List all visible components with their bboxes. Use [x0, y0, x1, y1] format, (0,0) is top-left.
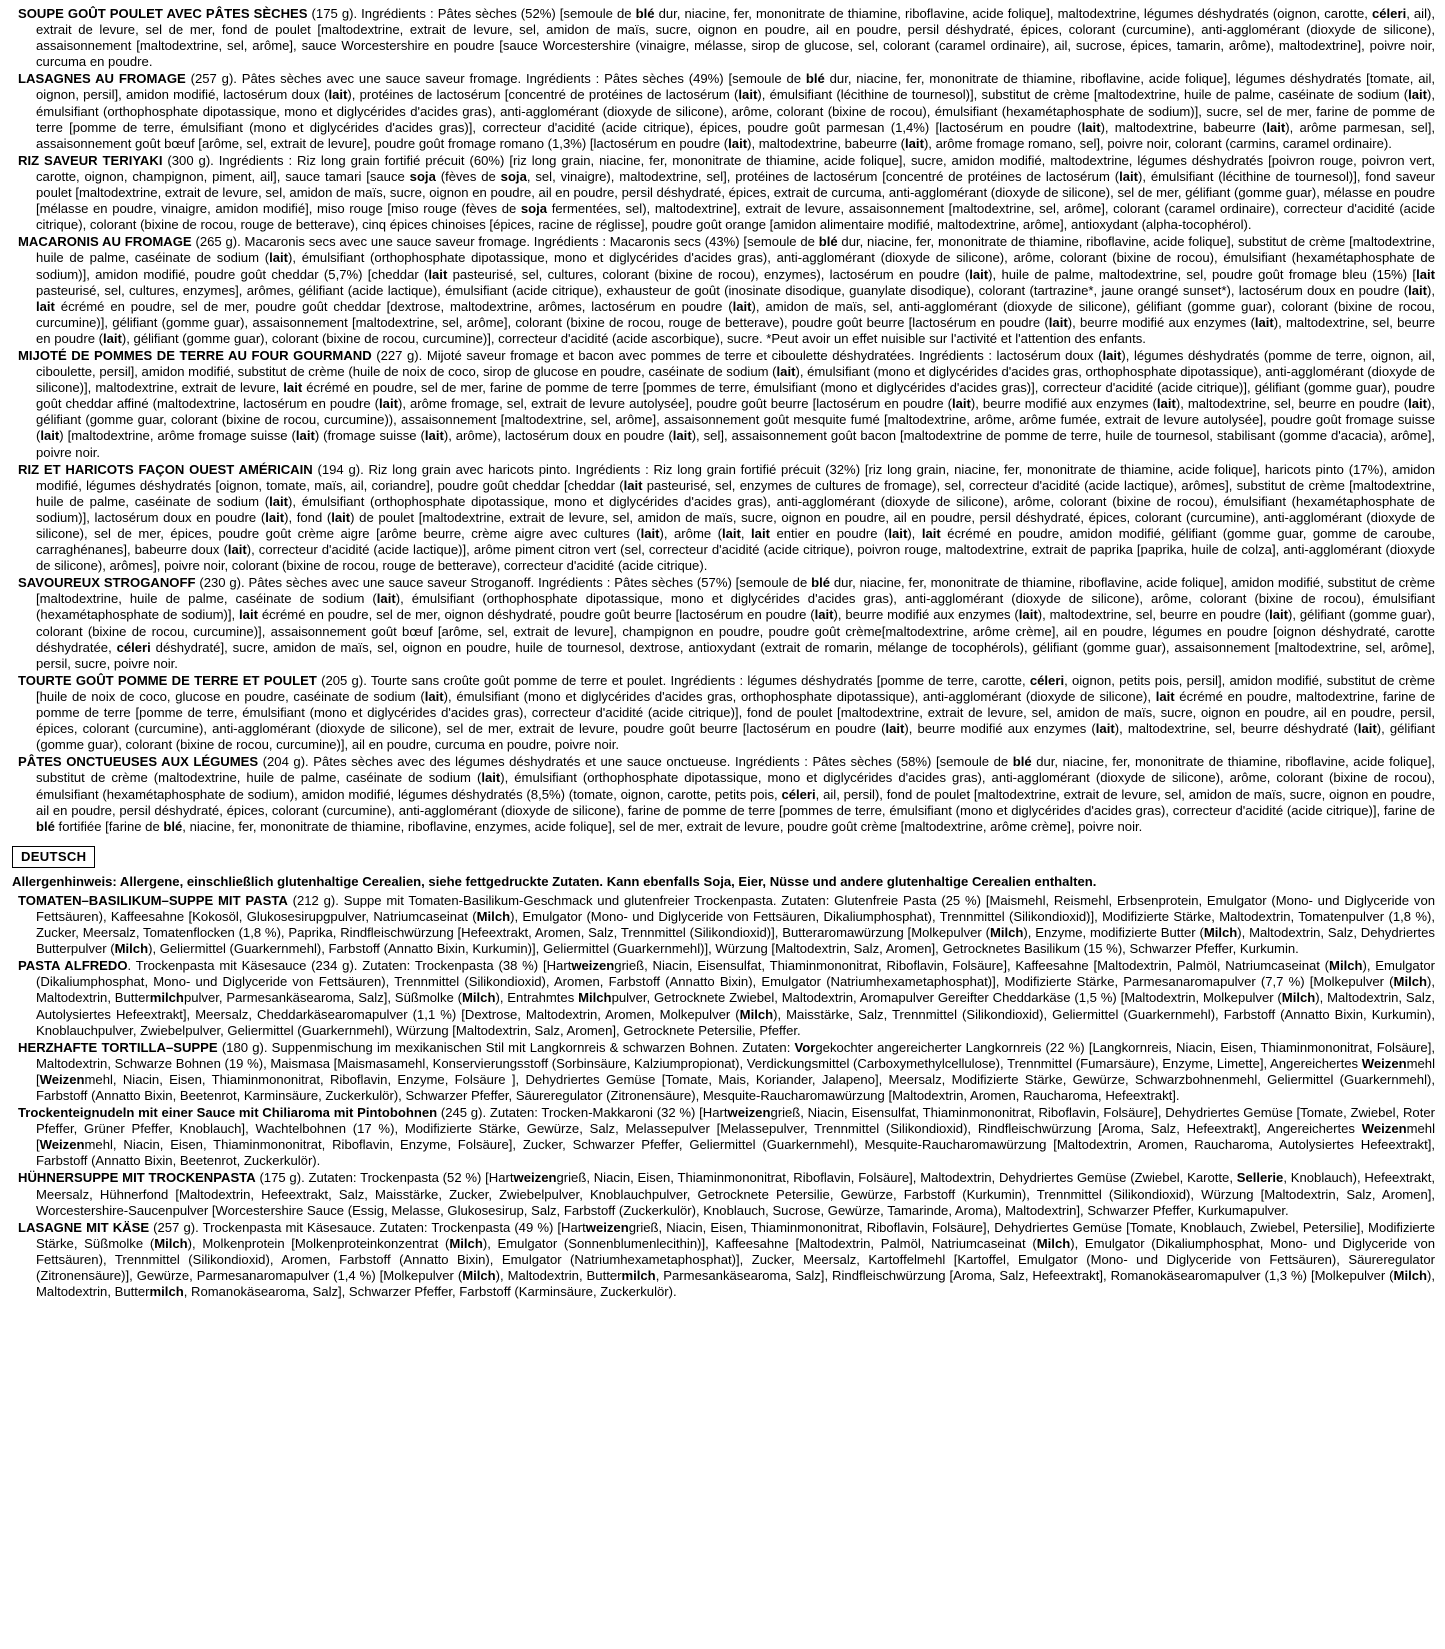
language-header: DEUTSCH: [12, 846, 95, 868]
product-title: Trockenteignudeln mit einer Sauce mit Chiliaroma mit Pintobohnen: [18, 1105, 438, 1121]
product-ingredients: (227 g). Mijoté saveur fromage et bacon avec pommes de terre et ciboulette déshydratées. Ingrédients : lactosérum doux (lait), légumes déshydratés (pomme de terre, oignon, ail, ciboulette, persil], amidon modifié, substitut de crème (huile de noix de coco, sirop de glucose en poudre, caséinate de sodium (lait), émulsifiant (mono et diglycérides d'acides gras, orthophosphate dipotassique), anti-agglomérant (dioxyde de silicone)], maltodextrine, extrait de levure, lait écrémé en poudre, sel de mer, farine de pomme de terre [pommes de terre, émulsifiant (mono et diglycérides d'acides gras)], correcteur d'acidité (acide citrique)], gélifiant (gomme guar), poudre goût cheddar affiné (maltodextrine, lactosérum en poudre (lait), arôme fromage, sel, extrait de levure autolysée], poudre goût beurre [lactosérum en poudre (lait), beurre modifié aux enzymes (lait), maltodextrine, sel, beurre en poudre (lait), gélifiant (gomme guar, colorant (bixine de rocou, curcumine)), assaisonnement [maltodextrine, sel, arôme], assaisonnement goût mesquite fumé [maltodextrine, arôme, arôme fumée, extrait de levure autolysée], poudre goût fromage suisse (lait) [maltodextrine, arôme fromage suisse (lait) (fromage suisse (lait), arôme), lactosérum doux en poudre (lait), sel], assaisonnement goût bacon [maltodextrine de pomme de terre, huile de tournesol, stabilisant (gomme d'acacia), arôme], poivre noir.: [36, 347, 1436, 460]
product-ingredients: (194 g). Riz long grain avec haricots pinto. Ingrédients : Riz long grain fortifié précuit (32%) [riz long grain, niacine, fer, mononitrate de thiamine, acide folique], haricots pinto (17%), amidon modifié, légumes déshydratés [oignon, tomate, maïs, ail, coriandre], poudre goût cheddar [cheddar (lait pasteurisé, sel, enzymes de cultures de fromage), sel, correcteur d'acidité (acide lactique), arômes], substitut de crème [maltodextrine, huile de palme, caséinate de sodium (lait), émulsifiant (orthophosphate dipotassique, mono et diglycérides d'acides gras), anti-agglomérant (dioxyde de silicone), arôme, colorant (bixine de rocou), émulsifiant (hexamétaphosphate de sodium)], lactosérum doux en poudre (lait), fond (lait) de poulet [maltodextrine, extrait de levure, sel, amidon de maïs, sucre, oignon en poudre, ail en poudre, persil déshydraté, épices, colorant (curcumine), anti-agglomérant (dioxyde de silicone), sel de mer, épices, poudre goût crème aigre [arôme beurre, crème aigre avec cultures (lait), arôme (lait, lait entier en poudre (lait), lait écrémé en poudre, amidon modifié, gélifiant (gomme guar, gomme de caroube, carraghénanes], babeurre doux (lait), correcteur d'acidité (acide lactique)], arôme piment citron vert (sel, correcteur d'acidité (acide citrique), poivron rouge, maltodextrine, extrait de paprika [paprika, huile de colza], anti-agglomérant (dioxyde de silicone), arômes], poivre noir, colorant (bixine de rocou, rouge de betterave), correcteur d'acidité (acide citrique).: [36, 461, 1436, 574]
product-ingredients: (265 g). Macaronis secs avec une sauce saveur fromage. Ingrédients : Macaronis secs (43%) [semoule de blé dur, niacine, fer, mononitrate de thiamine, riboflavine, acide folique], substitut de crème [maltodextrine, huile de palme, caséinate de sodium (lait), émulsifiant (orthophosphate dipotassique, mono et diglycérides d'acides gras), anti-agglomérant (dioxyde de silicone), arôme, colorant (bixine de rocou), émulsifiant (hexamétaphosphate de sodium)], amidon modifié, poudre goût cheddar (5,7%) [cheddar (lait pasteurisé, sel, cultures, colorant (bixine de rocou), enzymes), lactosérum en poudre (lait), huile de palme, maltodextrine, sel, poudre goût fromage bleu (15%) [lait pasteurisé, sel, cultures, enzymes], arômes, gélifiant (acide lactique), émulsifiant (acide citrique), exhausteur de goût (inosinate disodique, guanylate disodique), colorant (tartrazine*, jaune orangé sunset*), lactosérum doux en poudre (lait), lait écrémé en poudre, sel de mer, poudre goût cheddar [dextrose, maltodextrine, arômes, lactosérum en poudre (lait), amidon de maïs, sel, anti-agglomérant (dioxyde de silicone), gélifiant (gomme guar), colorant (bixine de rocou, curcumine)], gélifiant (gomme guar), assaisonnement [maltodextrine, sel, arôme], colorant (bixine de rocou, rouge de betterave), poudre goût beurre [lactosérum en poudre (lait), beurre modifié aux enzymes (lait), maltodextrine, sel, beurre en poudre (lait), gélifiant (gomme guar), colorant (bixine de rocou, curcumine)], correcteur d'acidité (acide ascorbique), sucre. *Peut avoir un effet nuisible sur l'activité et l'attention des enfants.: [36, 234, 1435, 346]
product-entry: [10, 153, 1435, 233]
section-german: [10, 836, 1435, 1300]
product-entry: [10, 575, 1435, 672]
product-ingredients: . Trockenpasta mit Käsesauce (234 g). Zutaten: Trockenpasta (38 %) [Hartweizengrieß, Niacin, Eisensulfat, Thiaminmononitrat, Riboflavin, Folsäure], Kaffeesahne [Maltodextrin, Palmöl, Natriumcaseinat (Milch), Emulgator (Dikaliumphosphat, Mono- und Diglyceride von Fettsäuren), Trennmittel (Silikondioxid), Aromen, Farbstoff (Annatto Bixin), Emulgator (Natriumhexametaphosphat)], Modifizierte Stärke, Parmesanaromapulver (7,7 %) [Molkepulver (Milch), Maltodextrin, Buttermilchpulver, Parmesankäsearoma, Salz], Süßmolke (Milch), Entrahmtes Milchpulver, Getrocknete Zwiebel, Maltodextrin, Aromapulver Gereifter Cheddarkäse (1,5 %) [Maltodextrin, Molkepulver (Milch), Maltodextrin, Salz, Autolysiertes Hefeextrakt], Meersalz, Cheddarkäsearomapulver (1,1 %) [Dextrose, Maltodextrin, Aromen, Molkepulver (Milch), Maisstärke, Salz, Trennmittel (Silikondioxid), Geliermittel (Guarkernmehl), Farbstoff (Annatto Bixin, Kurkumin), Knoblauchpulver, Zwiebelpulver, Geliermittel (Guarkernmehl), Würzung [Maltodextrin, Salz, Aromen], Getrocknete Petersilie, Pfeffer.: [36, 958, 1435, 1038]
product-ingredients: (204 g). Pâtes sèches avec des légumes déshydratés et une sauce onctueuse. Ingrédients : Pâtes sèches (58%) [semoule de blé dur, niacine, fer, mononitrate de thiamine, riboflavine, acide folique], substitut de crème (maltodextrine, huile de palme, caséinate de sodium (lait), émulsifiant (orthophosphate dipotassique, mono et diglycérides d'acides gras), anti-agglomérant (dioxyde de silicone), arôme, colorant (bixine de rocou), émulsifiant (hexamétaphosphate de sodium), amidon modifié, légumes déshydratés (8,5%) (tomate, oignon, carotte, petits pois, céleri, ail, persil), fond de poulet [maltodextrine, extrait de levure, sel, amidon de maïs, sucre, oignon en poudre, ail en poudre, persil déshydraté, épices, colorant (curcumine), anti-agglomérant (dioxyde de silicone), farine de pomme de terre [pommes de terre, émulsifiant (mono et diglycérides d'acides gras), correcteur d'acidité (acide citrique)], farine de blé fortifiée [farine de blé, niacine, fer, mononitrate de thiamine, riboflavine, enzymes, acide folique], sel de mer, extrait de levure, poudre goût crème [maltodextrine, arôme crème], poivre noir.: [36, 754, 1435, 834]
allergen-note: Allergenhinweis: Allergene, einschließlich glutenhaltige Cerealien, siehe fettgedruckte Zutaten. Kann ebenfalls Soja, Eier, Nüsse und andere glutenhaltige Cerealien enthalten.: [12, 873, 1097, 889]
product-ingredients: (230 g). Pâtes sèches avec une sauce saveur Stroganoff. Ingrédients : Pâtes sèches (57%) [semoule de blé dur, niacine, fer, mononitrate de thiamine, riboflavine, acide folique], amidon modifié, substitut de crème [maltodextrine, huile de palme, caséinate de sodium (lait), émulsifiant (orthophosphate dipotassique, mono et diglycérides d'acides gras), anti-agglomérant (dioxyde de silicone), arôme, colorant (bixine de rocou), émulsifiant (hexamétaphosphate de sodium)], lait écrémé en poudre, sel de mer, oignon déshydraté, poudre goût beurre [lactosérum en poudre (lait), beurre modifié aux enzymes (lait), maltodextrine, sel, beurre en poudre (lait), gélifiant (gomme guar), colorant (bixine de rocou, curcumine)], assaisonnement goût bœuf [arôme, sel, extrait de levure], champignon en poudre, poudre goût crème[maltodextrine, arôme crème], ail en poudre, légumes en poudre [oignon déshydraté, carotte déshydratée, céleri déshydraté], sucre, amidon de maïs, sel, oignon en poudre, huile de tournesol, dextrose, antioxydant (extrait de romarin, mélange de tocophérols), gélifiant (gomme guar), assaisonnement [maltodextrine, sel, arôme], persil, sucre, poivre noir.: [36, 575, 1436, 671]
product-ingredients: (205 g). Tourte sans croûte goût pomme de terre et poulet. Ingrédients : légumes déshydratés [pomme de terre, carotte, céleri, oignon, petits pois, persil], amidon modifié, substitut de crème [huile de noix de coco, glucose en poudre, caséinate de sodium (lait), émulsifiant (mono et diglycérides d'acides gras, orthophosphate dipotassique), anti-agglomérant (dioxyde de silicone), lait écrémé en poudre, maltodextrine, farine de pomme de terre [pomme de terre, émulsifiant (mono et diglycérides d'acides gras), correcteur d'acidité (acide citrique)], fond de poulet [maltodextrine, extrait de levure, sel, amidon de maïs, sucre, oignon en poudre, ail en poudre, persil, épices, colorant (curcumine), anti-agglomérant (dioxyde de silicone), sel de mer, extrait de levure, poudre goût beurre [lactosérum en poudre (lait), beurre modifié aux enzymes (lait), maltodextrine, sel, beurre déshydraté (lait), gélifiant (gomme guar), colorant (bixine de rocou, curcumine)], ail en poudre, curcuma en poudre, poivre noir.: [36, 672, 1435, 753]
product-ingredients: (245 g). Zutaten: Trocken-Makkaroni (32 %) [Hartweizengrieß, Niacin, Eisensulfat, Thiaminmononitrat, Riboflavin, Folsäure], Dehydriertes Gemüse [Tomate, Zwiebel, Roter Pfeffer, Grüner Pfeffer, Knoblauch], Wachtelbohnen (17 %), Modifizierte Stärke, Gewürze, Salz, Melassepulver [Melassepulver, Trennmittel (Silikondioxid), Rindfleischwürzung [Aroma, Salz, Hefeextrakt], Angereichertes Weizenmehl [Weizenmehl, Niacin, Eisen, Thiaminmononitrat, Riboflavin, Enzyme, Folsäure], Zucker, Schwarzer Pfeffer, Geliermittel (Guarkernmehl), Mesquite-Raucharomawürzung [Maltodextrin, Aromen, Raucharoma, Autolysiertes Hefeextrakt], Farbstoff (Annatto Bixin, Beetenrot, Zuckerkulör).: [36, 1105, 1435, 1169]
product-ingredients: (300 g). Ingrédients : Riz long grain fortifié précuit (60%) [riz long grain, niacine, fer, mononitrate de thiamine, acide folique], sucre, amidon modifié, maltodextrine, légumes déshydratés [poivron rouge, poivron vert, carotte, oignon, champignon, piment, ail], sauce tamari [sauce soja (fèves de soja, sel, vinaigre), maltodextrine, sel], protéines de lactosérum [concentré de protéines de lactosérum (lait), émulsifiant (lécithine de tournesol)], fond saveur poulet [maltodextrine, extrait de levure, sel, amidon de maïs, sucre, oignon en poudre, ail en poudre, persil déshydraté, épices, extrait de curcuma, anti-agglomérant (dioxyde de silicone), sel de mer, gélifiant (gomme guar), mélasse en poudre [mélasse en poudre, vinaigre, amidon modifié], miso rouge [miso rouge (fèves de soja fermentées, sel), maltodextrine], extrait de levure, assaisonnement [maltodextrine, sel, arôme], colorant (caramel ordinaire), correcteur d'acidité (acide citrique), colorant (bixine de rocou, rouge de betterave), cinq épices chinoises [épices, racine de réglisse], poudre goût orange [amidon alimentaire modifié, maltodextrine, arôme], antioxydant (alpha-tocophérol).: [36, 152, 1435, 233]
product-entry: [10, 462, 1435, 575]
product-entry: [10, 1170, 1435, 1218]
product-title: RIZ SAVEUR TERIYAKI: [18, 152, 163, 168]
product-title: HERZHAFTE TORTILLA–SUPPE: [18, 1039, 218, 1055]
product-ingredients: (175 g). Ingrédients : Pâtes sèches (52%) [semoule de blé dur, niacine, fer, mononitrate de thiamine, riboflavine, acide folique], maltodextrine, légumes déshydratés (oignon, carotte, céleri, ail), extrait de levure, sel de mer, fond de poulet [maltodextrine, extrait de levure, sel, amidon de maïs, sucre, oignon en poudre, ail en poudre, persil déshydraté, épices, colorant (curcumine), anti-agglomérant (dioxyde de silicone), assaisonnement [maltodextrine, sel, arôme], sauce Worcestershire en poudre [sauce Worcestershire (vinaigre, mélasse, sirop de glucose, sel, colorant (caramel ordinaire), ail, sucrose, épices, tamarin, arôme), maltodextrine], poivre noir, curcuma en poudre.: [36, 6, 1435, 70]
product-title: PASTA ALFREDO: [18, 958, 128, 974]
product-ingredients: (175 g). Zutaten: Trockenpasta (52 %) [Hartweizengrieß, Niacin, Eisen, Thiaminmononitrat, Riboflavin, Folsäure], Maltodextrin, Dehydriertes Gemüse (Zwiebel, Karotte, Sellerie, Knoblauch), Hefeextrakt, Meersalz, Hühnerfond [Maltodextrin, Hefeextrakt, Salz, Maisstärke, Zucker, Zwiebelpulver, Knoblauchpulver, Getrocknete Petersilie, Gewürze, Farbstoff (Kurkumin), Trennmittel (Silikondioxid), Würzung [Maltodextrin, Salz, Aromen], Worcestershire-Saucenpulver [Worcestershire Sauce (Essig, Melasse, Glukosesirup, Salz, Farbstoff (Zuckerkulör), Knoblauch, Sucrose, Gewürze, Tamarinde, Aroma), Maltodextrin], Schwarzer Pfeffer, Kurkumapulver.: [36, 1170, 1435, 1218]
product-title: SOUPE GOÛT POULET AVEC PÂTES SÈCHES: [18, 6, 308, 21]
product-entry: [10, 1040, 1435, 1104]
product-entry: [10, 1105, 1435, 1169]
product-title: MIJOTÉ DE POMMES DE TERRE AU FOUR GOURMAND: [18, 347, 372, 363]
product-entry: [10, 673, 1435, 753]
product-title: SAVOUREUX STROGANOFF: [18, 575, 196, 591]
product-ingredients: (212 g). Suppe mit Tomaten-Basilikum-Geschmack und glutenfreier Trockenpasta. Zutaten: Glutenfreie Pasta (25 %) [Maismehl, Reismehl, Erbsenprotein, Emulgator (Mono- und Diglyceride von Fettsäuren), Kaffeesahne [Kokosöl, Glukosesirupgpulver, Natriumcaseinat (Milch), Emulgator (Mono- und Diglyceride von Fettsäuren, Dikaliumphosphat), Trennmittel (Silikondioxid)], Modifizierte Stärke, Maltodextrin, Tomatenpulver (1,8 %), Zucker, Meersalz, Tomatenflocken (1,8 %), Paprika, Rindfleischwürzung [Hefeextrakt, Aromen, Salz, Trennmittel (Silikondioxid)], Butteraromawürzung [Molkepulver (Milch), Enzyme, modifizierte Butter (Milch), Maltodextrin, Salz, Dehydriertes Butterpulver (Milch), Geliermittel (Guarkernmehl), Farbstoff (Annatto Bixin, Kurkumin)], Geliermittel (Guarkernmehl)], Würzung [Maltodextrin, Salz, Aromen], Getrocknetes Basilikum (15 %), Schwarzer Pfeffer, Kurkumin.: [36, 892, 1436, 957]
product-title: HÜHNERSUPPE MIT TROCKENPASTA: [18, 1170, 256, 1186]
product-entry: [10, 71, 1435, 151]
product-entry: [10, 234, 1435, 347]
product-title: TOMATEN–BASILIKUM–SUPPE MIT PASTA: [18, 892, 288, 908]
product-entry: [10, 893, 1435, 957]
product-title: RIZ ET HARICOTS FAÇON OUEST AMÉRICAIN: [18, 461, 313, 477]
product-ingredients: (257 g). Pâtes sèches avec une sauce saveur fromage. Ingrédients : Pâtes sèches (49%) [semoule de blé dur, niacine, fer, mononitrate de thiamine, riboflavine, acide folique], légumes déshydratés [tomate, ail, oignon, persil], amidon modifié, lactosérum doux (lait), protéines de lactosérum [concentré de protéines de lactosérum (lait), émulsifiant (lécithine de tournesol)], substitut de crème [maltodextrine, huile de palme, caséinate de sodium (lait), émulsifiant (orthophosphate dipotassique, mono et diglycérides d'acides gras), anti-agglomérant (dioxyde de silicone), arôme, colorant (bixine de rocou), émulsifiant (hexamétaphosphate de sodium)], sucre, sel de mer, farine de pomme de terre [pomme de terre, émulsifiant (mono et diglycérides d'acides gras)], correcteur d'acidité (acide citrique), épices, poudre goût parmesan (1,4%) [lactosérum en poudre (lait), maltodextrine, babeurre (lait), arôme parmesan, sel], assaisonnement goût bœuf [arôme, sel, extrait de levure], poudre goût fromage romano (1,3%) [lactosérum en poudre (lait), maltodextrine, babeurre (lait), arôme fromage romano, sel], poivre noir, colorant (carmins, caramel ordinaire).: [36, 71, 1436, 151]
product-title: MACARONIS AU FROMAGE: [18, 234, 192, 250]
product-title: LASAGNES AU FROMAGE: [18, 71, 186, 87]
product-entry: [10, 958, 1435, 1038]
product-ingredients: (257 g). Trockenpasta mit Käsesauce. Zutaten: Trockenpasta (49 %) [Hartweizengrieß, Niacin, Eisen, Thiaminmononitrat, Riboflavin, Folsäure], Dehydriertes Gemüse [Tomate, Knoblauch, Zwiebel, Petersilie], Modifizierte Stärke, Süßmolke (Milch), Molkenprotein [Molkenproteinkonzentrat (Milch), Emulgator (Sonnenblumenlecithin)], Kaffeesahne [Maltodextrin, Palmöl, Natriumcaseinat (Milch), Emulgator (Dikaliumphosphat, Mono- und Diglyceride von Fettsäuren), Trennmittel (Silikondioxid), Aromen, Farbstoff (Annatto Bixin), Emulgator (Natriumhexametaphosphat)], Zucker, Meersalz, Kartoffelmehl [Kartoffel, Emulgator (Mono- und Diglyceride von Fettsäuren), Säureregulator (Zitronensäure)], Gewürze, Parmesanaromapulver (1,4 %) [Molkepulver (Milch), Maltodextrin, Buttermilch, Parmesankäsearoma, Salz], Rindfleischwürzung [Aroma, Salz, Hefeextrakt], Romanokäsearomapulver (1,3 %) [Molkepulver (Milch), Maltodextrin, Buttermilch, Romanokäsearoma, Salz], Schwarzer Pfeffer, Farbstoff (Karminsäure, Zuckerkulör).: [36, 1219, 1436, 1300]
product-title: TOURTE GOÛT POMME DE TERRE ET POULET: [18, 672, 317, 688]
product-entry: [10, 348, 1435, 461]
product-title: PÂTES ONCTUEUSES AUX LÉGUMES: [18, 754, 259, 770]
product-title: LASAGNE MIT KÄSE: [18, 1219, 150, 1235]
product-entry: [10, 754, 1435, 834]
product-entry: [10, 1220, 1435, 1300]
product-ingredients: (180 g). Suppenmischung im mexikanischen Stil mit Langkornreis & schwarzen Bohnen. Zutaten: Vorgekochter angereicherter Langkornreis (22 %) [Langkornreis, Niacin, Eisen, Thiaminmononitrat, Folsäure], Maltodextrin, Schwarze Bohnen (19 %), Maismasa [Maismasamehl, Konservierungsstoff (Sorbinsäure, Kalziumpropionat), Verdickungsmittel (Carboxymethylcellulose), Trennmittel (Fumarsäure), Enzyme, Limette], Angereichertes Weizenmehl [Weizenmehl, Niacin, Eisen, Thiaminmononitrat, Riboflavin, Enzyme, Folsäure ], Dehydriertes Gemüse [Tomate, Mais, Koriander, Jalapeno], Meersalz, Modifizierte Stärke, Gewürze, Schwarzbohnenmehl, Geliermittel (Guarkernmehl), Farbstoff (Annatto Bixin, Beetenrot, Karminsäure, Zuckerkulör), Schwarzer Pfeffer, Säureregulator (Zitronensäure), Mesquite-Raucharomawürzung [Maltodextrin, Aromen, Raucharoma, Hefeextrakt].: [36, 1039, 1435, 1103]
section-french: [10, 6, 1435, 835]
product-entry: [10, 6, 1435, 70]
